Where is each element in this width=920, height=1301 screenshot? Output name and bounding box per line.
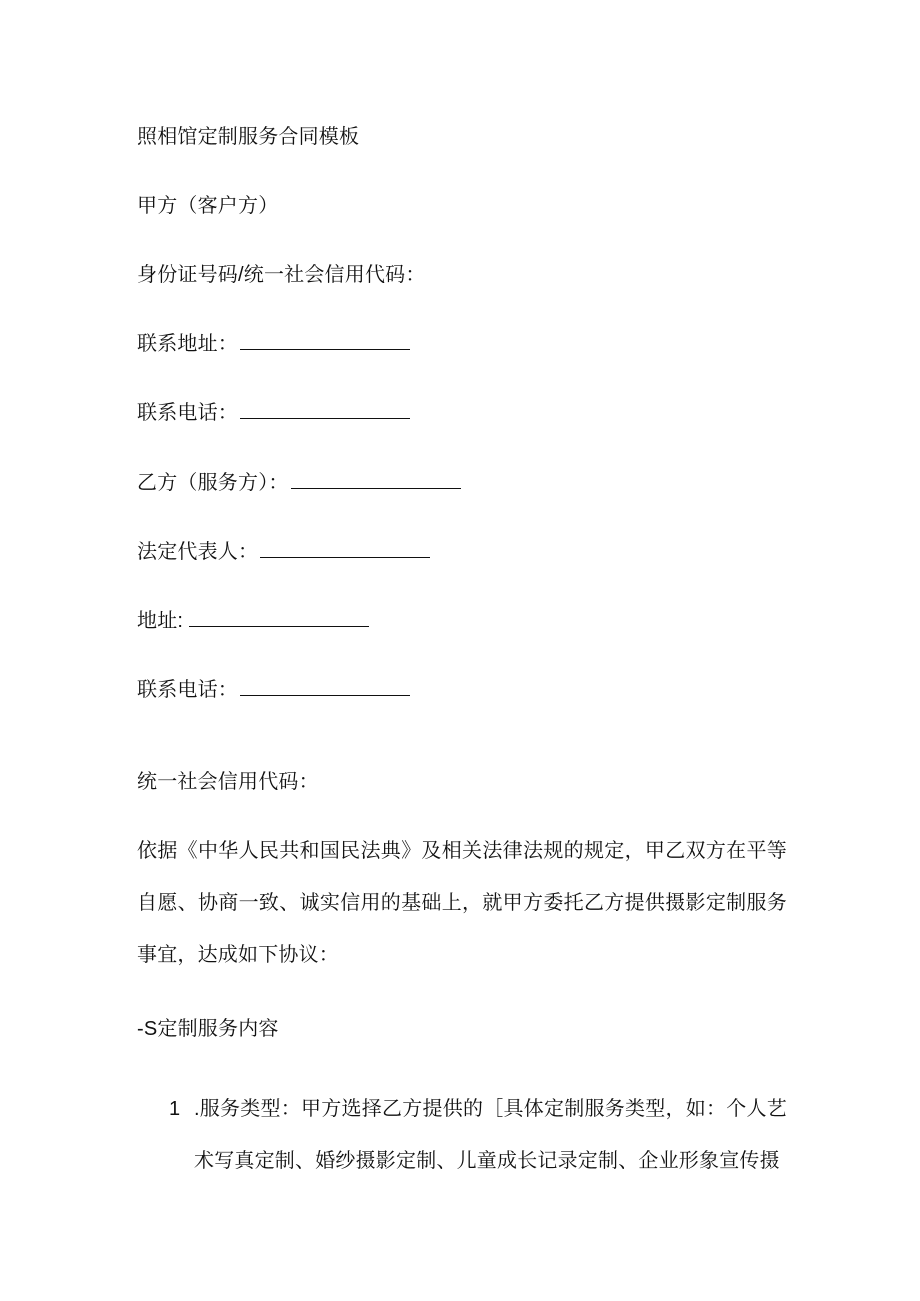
party-b-address-blank — [189, 608, 369, 627]
party-b-address-label: 地址: — [137, 610, 184, 632]
party-b-label: 乙方（服务方）： — [137, 472, 289, 494]
legal-rep-blank — [260, 539, 430, 558]
party-b-field — [137, 470, 461, 496]
list-item — [137, 1083, 787, 1187]
id-number-label: 身份证号码/统一社会信用代码： — [137, 264, 426, 286]
party-a-address-blank — [240, 331, 410, 350]
party-a-heading: 甲方（客户方） — [137, 195, 279, 217]
list-item-number: 1 — [169, 1098, 181, 1120]
party-a-phone-blank — [240, 400, 410, 419]
list-item-text: .服务类型：甲方选择乙方提供的［具体定制服务类型，如：个人艺术写真定制、婚纱摄影定制、儿童成长记录定制、企业形象宣传摄 — [194, 1098, 787, 1172]
party-a-address-label: 联系地址： — [137, 333, 238, 355]
party-b-address-field — [137, 608, 369, 634]
party-b-phone-field — [137, 677, 410, 703]
section-heading: -S定制服务内容 — [137, 1018, 279, 1040]
document-title: 照相馆定制服务合同模板 — [137, 126, 360, 148]
legal-rep-label: 法定代表人： — [137, 541, 259, 563]
party-a-phone-field — [137, 400, 410, 426]
legal-rep-field — [137, 539, 430, 565]
party-a-phone-label: 联系电话： — [137, 402, 238, 424]
party-b-blank — [291, 470, 461, 489]
party-b-phone-blank — [240, 677, 410, 696]
party-b-phone-label: 联系电话： — [137, 679, 238, 701]
intro-paragraph: 依据《中华人民共和国民法典》及相关法律法规的规定，甲乙双方在平等自愿、协商一致、诚实信用的基础上，就甲方委托乙方提供摄影定制服务事宜，达成如下协议： — [137, 840, 787, 966]
party-a-address-field — [137, 331, 410, 357]
credit-code-label: 统一社会信用代码： — [137, 771, 319, 793]
